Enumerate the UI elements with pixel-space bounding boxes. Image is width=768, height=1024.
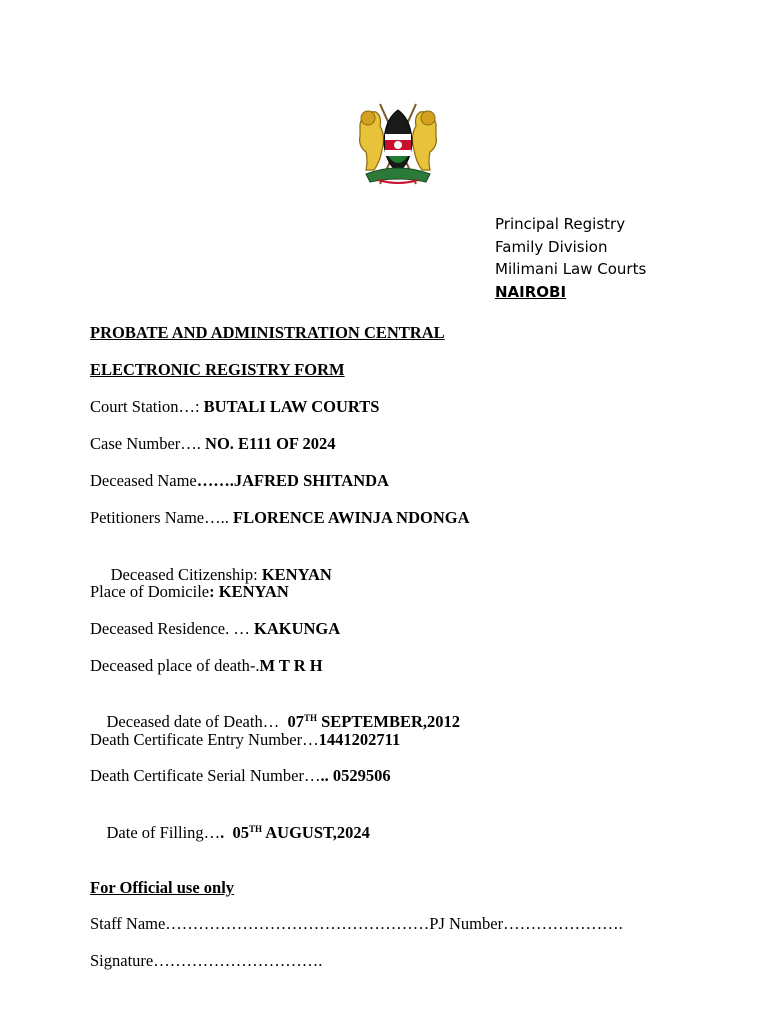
place-of-death-value: M T R H <box>259 656 323 675</box>
date-of-filling-day: . 05 <box>220 823 250 842</box>
cert-serial-value: .. 0529506 <box>320 766 391 785</box>
date-of-filling-label: Date of Filling… <box>106 823 221 842</box>
residence-value: KAKUNGA <box>254 619 341 638</box>
coat-of-arms-logo <box>352 100 444 186</box>
deceased-name-row <box>90 471 389 491</box>
case-number-row <box>90 434 336 454</box>
domicile-label: Place of Domicile <box>90 582 210 601</box>
residence-row <box>90 619 340 639</box>
date-of-death-day: 07 <box>287 712 304 731</box>
place-of-death-row <box>90 656 323 676</box>
date-of-death-label: Deceased date of Death… <box>106 712 288 731</box>
registry-address <box>495 213 646 303</box>
cert-entry-row <box>90 730 400 750</box>
staff-name-field[interactable]: Staff Name…………………………………………PJ Number…………………. <box>90 914 623 933</box>
date-of-filling-rest: AUGUST,2024 <box>262 823 370 842</box>
deceased-name-label: Deceased Name <box>90 471 197 490</box>
official-use-heading: For Official use only <box>90 878 235 897</box>
date-of-filling-suffix: TH <box>249 824 263 834</box>
case-number-value: NO. E111 OF 2024 <box>205 434 336 453</box>
petitioners-name-row <box>90 508 470 528</box>
registry-city: NAIROBI <box>495 282 567 301</box>
citizenship-value: KENYAN <box>261 565 332 584</box>
registry-line: Family Division <box>495 237 608 256</box>
date-of-death-suffix: TH <box>303 713 317 723</box>
cert-entry-value: 1441202711 <box>318 730 401 749</box>
cert-entry-label: Death Certificate Entry Number… <box>90 730 319 749</box>
cert-serial-label: Death Certificate Serial Number… <box>90 766 321 785</box>
court-station-value: BUTALI LAW COURTS <box>203 397 380 416</box>
case-number-label: Case Number…. <box>90 434 206 453</box>
court-station-row <box>90 397 379 417</box>
petitioners-name-value: FLORENCE AWINJA NDONGA <box>232 508 470 527</box>
form-title-line1: PROBATE AND ADMINISTRATION CENTRAL <box>90 323 445 342</box>
citizenship-label: Deceased Citizenship: <box>106 565 262 584</box>
court-station-label: Court Station…: <box>90 397 204 416</box>
date-of-filling-row <box>90 803 370 863</box>
registry-line: Principal Registry <box>495 215 626 233</box>
registry-line: Milimani Law Courts <box>495 260 647 278</box>
deceased-name-value: …….JAFRED SHITANDA <box>196 471 389 490</box>
domicile-row <box>90 582 289 602</box>
date-of-death-rest: SEPTEMBER,2012 <box>316 712 460 731</box>
domicile-value: : KENYAN <box>209 582 289 601</box>
form-title-line2: ELECTRONIC REGISTRY FORM <box>90 360 345 379</box>
signature-field[interactable]: Signature…………………………. <box>90 951 323 970</box>
residence-label: Deceased Residence. … <box>90 619 255 638</box>
cert-serial-row <box>90 766 391 786</box>
place-of-death-label: Deceased place of death-. <box>90 656 260 675</box>
petitioners-name-label: Petitioners Name….. <box>90 508 233 527</box>
